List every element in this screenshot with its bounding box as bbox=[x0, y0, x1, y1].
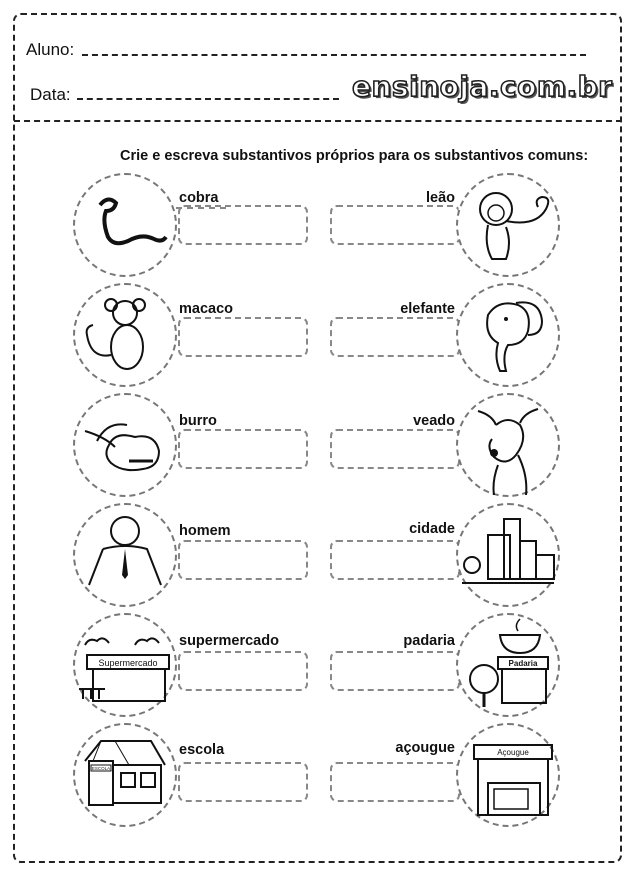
word-acougue: açougue bbox=[395, 740, 455, 756]
school-icon bbox=[73, 723, 177, 827]
snake-icon bbox=[73, 173, 177, 277]
word-elefante: elefante bbox=[400, 301, 455, 317]
word-veado: veado bbox=[413, 413, 455, 429]
answer-box-leao[interactable] bbox=[330, 205, 460, 245]
word-supermercado: supermercado bbox=[179, 633, 279, 649]
svg-text:Supermercado: Supermercado bbox=[98, 658, 158, 668]
answer-box-padaria[interactable] bbox=[330, 651, 460, 691]
site-logo: ensinoja.com.br bbox=[352, 70, 613, 103]
student-name-line[interactable] bbox=[82, 54, 586, 56]
word-leao: leão bbox=[425, 190, 455, 206]
date-label: Data: bbox=[30, 85, 71, 104]
supermarket-icon bbox=[73, 613, 177, 717]
answer-box-acougue[interactable] bbox=[330, 762, 460, 802]
answer-box-homem[interactable] bbox=[178, 540, 308, 580]
answer-box-veado[interactable] bbox=[330, 429, 460, 469]
donkey-icon bbox=[73, 393, 177, 497]
word-cobra: cobra bbox=[179, 190, 219, 206]
student-name-label: Aluno: bbox=[26, 40, 75, 59]
butcher-icon bbox=[456, 723, 560, 827]
svg-text:Açougue: Açougue bbox=[497, 748, 529, 757]
date-line[interactable] bbox=[77, 98, 339, 100]
answer-box-escola[interactable] bbox=[178, 762, 308, 802]
answer-box-macaco[interactable] bbox=[178, 317, 308, 357]
answer-box-cidade[interactable] bbox=[330, 540, 460, 580]
lion-icon bbox=[456, 173, 560, 277]
deer-icon bbox=[456, 393, 560, 497]
word-macaco: macaco bbox=[179, 301, 234, 317]
svg-text:ESCOLA: ESCOLA bbox=[91, 766, 111, 771]
monkey-icon bbox=[73, 283, 177, 387]
answer-box-elefante[interactable] bbox=[330, 317, 460, 357]
answer-box-cobra[interactable] bbox=[178, 205, 308, 245]
man-icon bbox=[73, 503, 177, 607]
header-divider bbox=[14, 120, 622, 122]
word-padaria: padaria bbox=[403, 633, 455, 649]
answer-box-supermercado[interactable] bbox=[178, 651, 308, 691]
answer-box-burro[interactable] bbox=[178, 429, 308, 469]
city-icon bbox=[456, 503, 560, 607]
elephant-icon bbox=[456, 283, 560, 387]
instructions: Crie e escreva substantivos próprios para os substantivos comuns: bbox=[120, 148, 589, 164]
bakery-icon bbox=[456, 613, 560, 717]
svg-text:Padaria: Padaria bbox=[508, 659, 538, 668]
word-escola: escola bbox=[179, 742, 225, 758]
word-cidade: cidade bbox=[409, 521, 455, 537]
word-homem: homem bbox=[179, 523, 231, 539]
word-burro: burro bbox=[179, 413, 217, 429]
